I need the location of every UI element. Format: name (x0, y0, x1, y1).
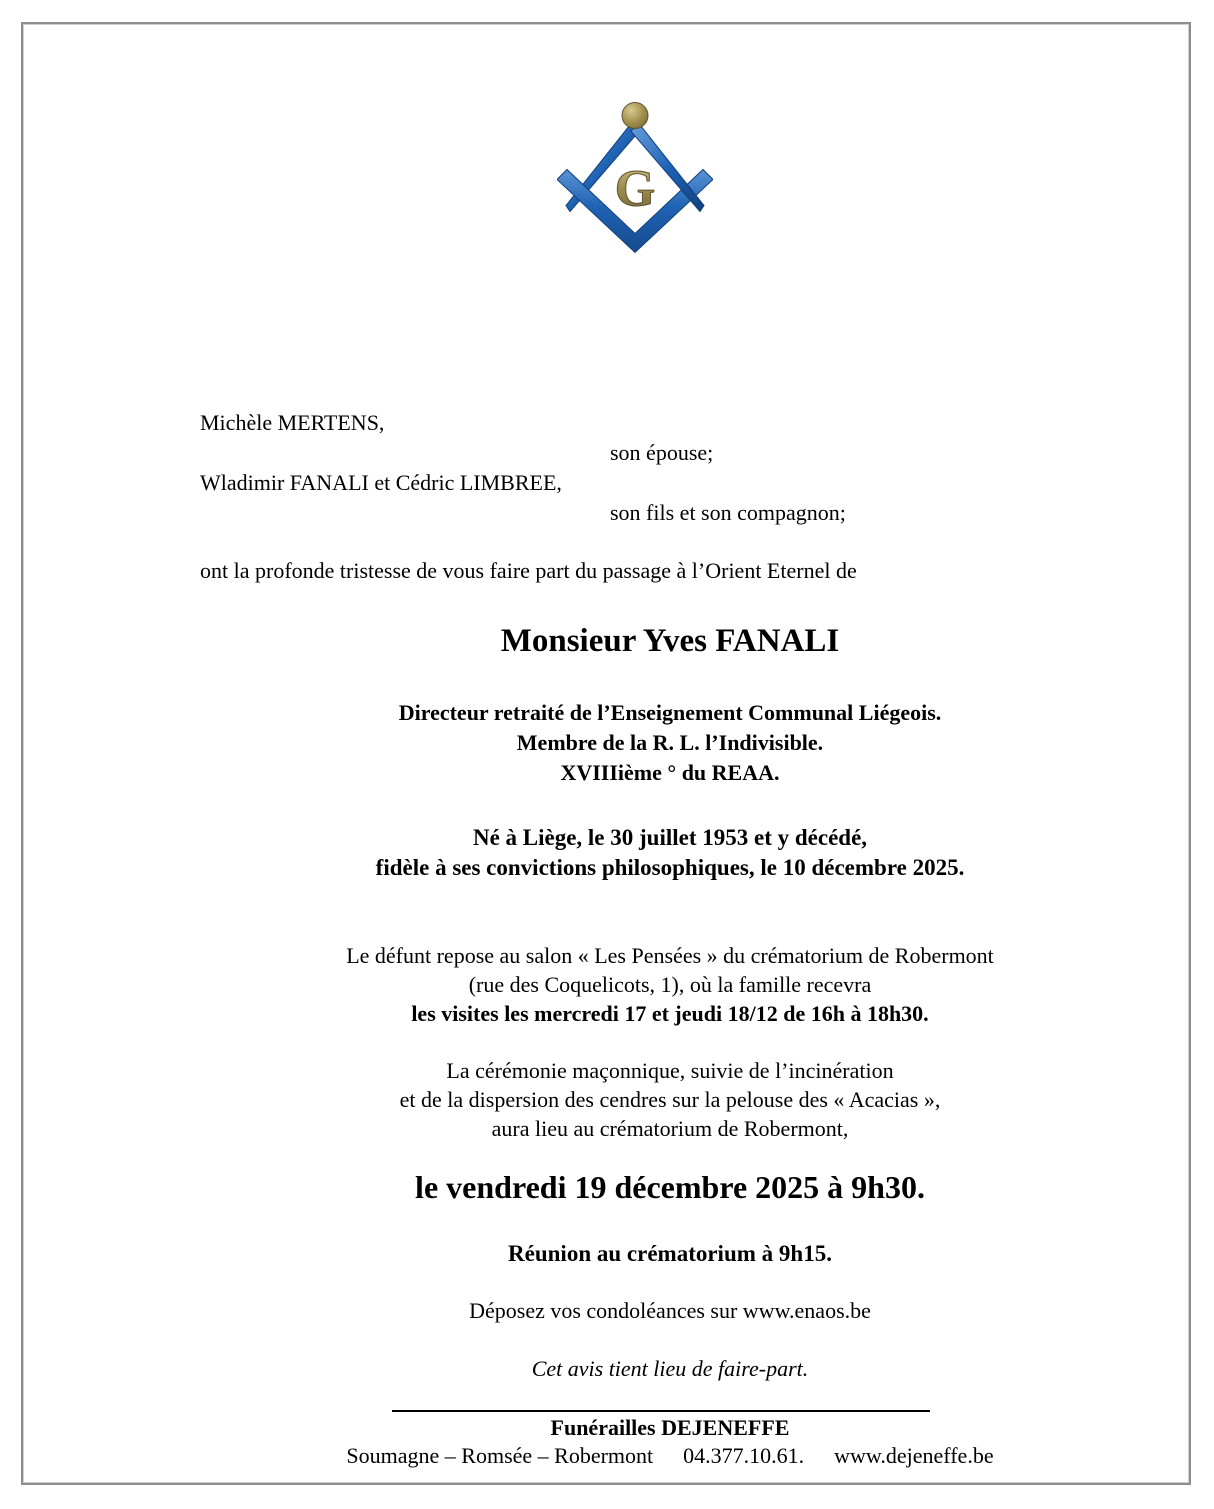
condolences-line: Déposez vos condoléances sur www.enaos.be (469, 1298, 871, 1323)
deceased-name: Monsieur Yves FANALI (500, 623, 840, 659)
title-line: XVIIIième ° du REAA. (560, 760, 780, 785)
family-member-line: Michèle MERTENS, (200, 410, 385, 435)
birth-death-block (200, 823, 1140, 883)
funeral-home-website: www.dejeneffe.be (834, 1443, 994, 1468)
faire-part-notice: Cet avis tient lieu de faire-part. (531, 1356, 809, 1381)
footer-divider (392, 1410, 930, 1412)
funeral-home-locations: Soumagne – Romsée – Robermont (346, 1443, 654, 1468)
ceremony-block (200, 1056, 1140, 1143)
visitation-line: (rue des Coquelicots, 1), où la famille recevra (468, 972, 872, 997)
svg-text:G: G (614, 160, 656, 218)
ceremony-line: La cérémonie maçonnique, suivie de l’incinération (446, 1058, 894, 1083)
birth-line: Né à Liège, le 30 juillet 1953 et y décédé, (472, 825, 868, 850)
visitation-block (200, 941, 1140, 1028)
visitation-hours-line: les visites les mercredi 17 et jeudi 18/12 de 16h à 18h30. (411, 1001, 929, 1026)
announcement-document (200, 0, 1140, 1470)
death-line: fidèle à ses convictions philosophiques, le 10 décembre 2025. (375, 855, 965, 880)
funeral-home-phone: 04.377.10.61. (683, 1443, 805, 1468)
funeral-home-footer (200, 1410, 1140, 1470)
title-line: Membre de la R. L. l’Indivisible. (516, 730, 824, 755)
ceremony-line: et de la dispersion des cendres sur la pelouse des « Acacias », (399, 1087, 941, 1112)
family-block (200, 408, 1140, 528)
ceremony-date: le vendredi 19 décembre 2025 à 9h30. (415, 1169, 925, 1205)
masonic-square-and-compasses-icon (557, 100, 713, 258)
announcement-text: ont la profonde tristesse de vous faire part du passage à l’Orient Eternel de (200, 558, 857, 583)
ceremony-line: aura lieu au crématorium de Robermont, (491, 1116, 849, 1141)
funeral-home-name: Funérailles DEJENEFFE (550, 1415, 790, 1440)
title-line: Directeur retraité de l’Enseignement Communal Liégeois. (398, 700, 942, 725)
funeral-home-address (200, 1442, 1140, 1470)
visitation-line: Le défunt repose au salon « Les Pensées » du crématorium de Robermont (346, 943, 994, 968)
family-relation-line: son épouse; (610, 440, 714, 465)
deceased-titles (200, 698, 1140, 788)
family-member-line: Wladimir FANALI et Cédric LIMBREE, (200, 470, 562, 495)
family-relation-line: son fils et son compagnon; (610, 500, 846, 525)
meeting-line: Réunion au crématorium à 9h15. (508, 1241, 832, 1266)
